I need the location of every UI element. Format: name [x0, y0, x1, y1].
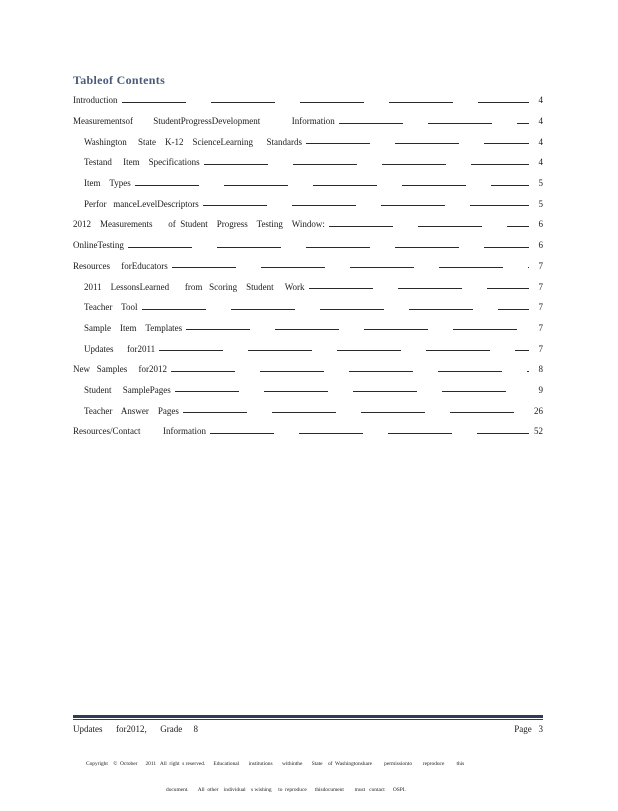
toc-entry[interactable] — [73, 235, 543, 256]
toc-entry-page: 4 — [538, 95, 543, 106]
toc-entry-label: Resources/Contact Information — [73, 426, 206, 437]
toc-entry[interactable] — [73, 318, 543, 339]
toc-entry[interactable] — [73, 421, 543, 442]
toc-entry-page: 4 — [538, 136, 543, 147]
toc-entry-page: 7 — [538, 302, 543, 313]
toc-leader-line — [309, 288, 530, 289]
toc-leader-line — [135, 185, 529, 186]
toc-entry-label: Washington State K-12 ScienceLearning Standards — [84, 136, 302, 147]
toc-entry-page: 7 — [538, 260, 543, 271]
toc-entry-label: Teacher Answer Pages — [84, 405, 179, 416]
toc-entry[interactable] — [73, 90, 543, 111]
toc-entry-label: Testand Item Specifications — [84, 157, 200, 168]
toc-entry-page: 26 — [534, 405, 543, 416]
toc-leader-line — [122, 102, 530, 103]
footer-rule-thin — [73, 719, 543, 720]
toc-leader-line — [142, 309, 529, 310]
toc-entry-label: OnlineTesting — [73, 240, 124, 251]
toc-entry[interactable] — [73, 276, 543, 297]
toc-entry-label: Resources forEducators — [73, 260, 168, 271]
toc-leader-line — [210, 433, 529, 434]
toc-entry-label: Teacher Tool — [84, 302, 138, 313]
toc-entry-page: 5 — [538, 178, 543, 189]
toc-entry-page: 4 — [538, 116, 543, 127]
toc-entry[interactable] — [73, 338, 543, 359]
toc-leader-line — [204, 164, 529, 165]
toc-entry-label: Updates for2011 — [84, 343, 156, 354]
toc-entry-page: 7 — [538, 343, 543, 354]
toc-entry-label: Sample Item Templates — [84, 322, 183, 333]
toc-entry[interactable] — [73, 111, 543, 132]
toc-entry[interactable] — [73, 152, 543, 173]
toc-leader-line — [183, 412, 529, 413]
toc-leader-line — [329, 226, 529, 227]
toc-entry[interactable] — [73, 256, 543, 277]
toc-leader-line — [128, 247, 529, 248]
toc-leader-line — [159, 350, 529, 351]
toc-entry-label: Perfor manceLevelDescriptors — [84, 198, 199, 209]
toc-entry[interactable] — [73, 193, 543, 214]
toc-entry-page: 4 — [538, 157, 543, 168]
toc-entry-label: Student SamplePages — [84, 384, 171, 395]
toc-leader-line — [306, 143, 529, 144]
toc-entry-label: Measurementsof StudentProgressDevelopment Information — [73, 116, 335, 127]
toc-entry-page: 6 — [538, 219, 543, 230]
footer-document-title: Updates for2012, Grade 8 — [73, 724, 198, 734]
copyright-notice — [86, 743, 532, 811]
toc-entry-label: Introduction — [73, 95, 118, 106]
toc-entry-page: 7 — [538, 281, 543, 292]
toc-entry-page: 5 — [538, 198, 543, 209]
toc-entry-page: 52 — [534, 426, 543, 437]
toc-leader-line — [172, 267, 529, 268]
toc-entry-label: 2011 LessonsLearned from Scoring Student Work — [84, 281, 305, 292]
copyright-line-2: document. All other individual s wishing to reproduce thisdocument must contact OSPI. — [166, 786, 406, 793]
table-of-contents — [73, 90, 543, 442]
toc-entry-label: Item Types — [84, 178, 131, 189]
toc-entry[interactable] — [73, 359, 543, 380]
toc-leader-line — [186, 329, 529, 330]
toc-leader-line — [339, 123, 529, 124]
toc-leader-line — [203, 205, 529, 206]
toc-entry[interactable] — [73, 214, 543, 235]
footer-rule — [73, 715, 543, 718]
toc-entry[interactable] — [73, 131, 543, 152]
copyright-line-1: Copyright © October 2011 All right s reserved. Educational institutions withinthe State of Washingtonshare permissionto reproduce this — [86, 761, 465, 767]
toc-entry-page: 9 — [538, 384, 543, 395]
toc-leader-line — [171, 371, 529, 372]
toc-entry[interactable] — [73, 400, 543, 421]
toc-leader-line — [175, 391, 529, 392]
toc-entry[interactable] — [73, 173, 543, 194]
toc-entry-page: 7 — [538, 322, 543, 333]
toc-entry-label: 2012 Measurements of Student Progress Testing Window: — [73, 219, 325, 230]
toc-entry-page: 8 — [538, 364, 543, 375]
toc-entry-page: 6 — [538, 240, 543, 251]
toc-heading: Tableof Contents — [73, 73, 166, 87]
toc-entry[interactable] — [73, 297, 543, 318]
footer-page-number: Page 3 — [514, 724, 543, 734]
toc-entry[interactable] — [73, 380, 543, 401]
toc-entry-label: New Samples for2012 — [73, 364, 167, 375]
